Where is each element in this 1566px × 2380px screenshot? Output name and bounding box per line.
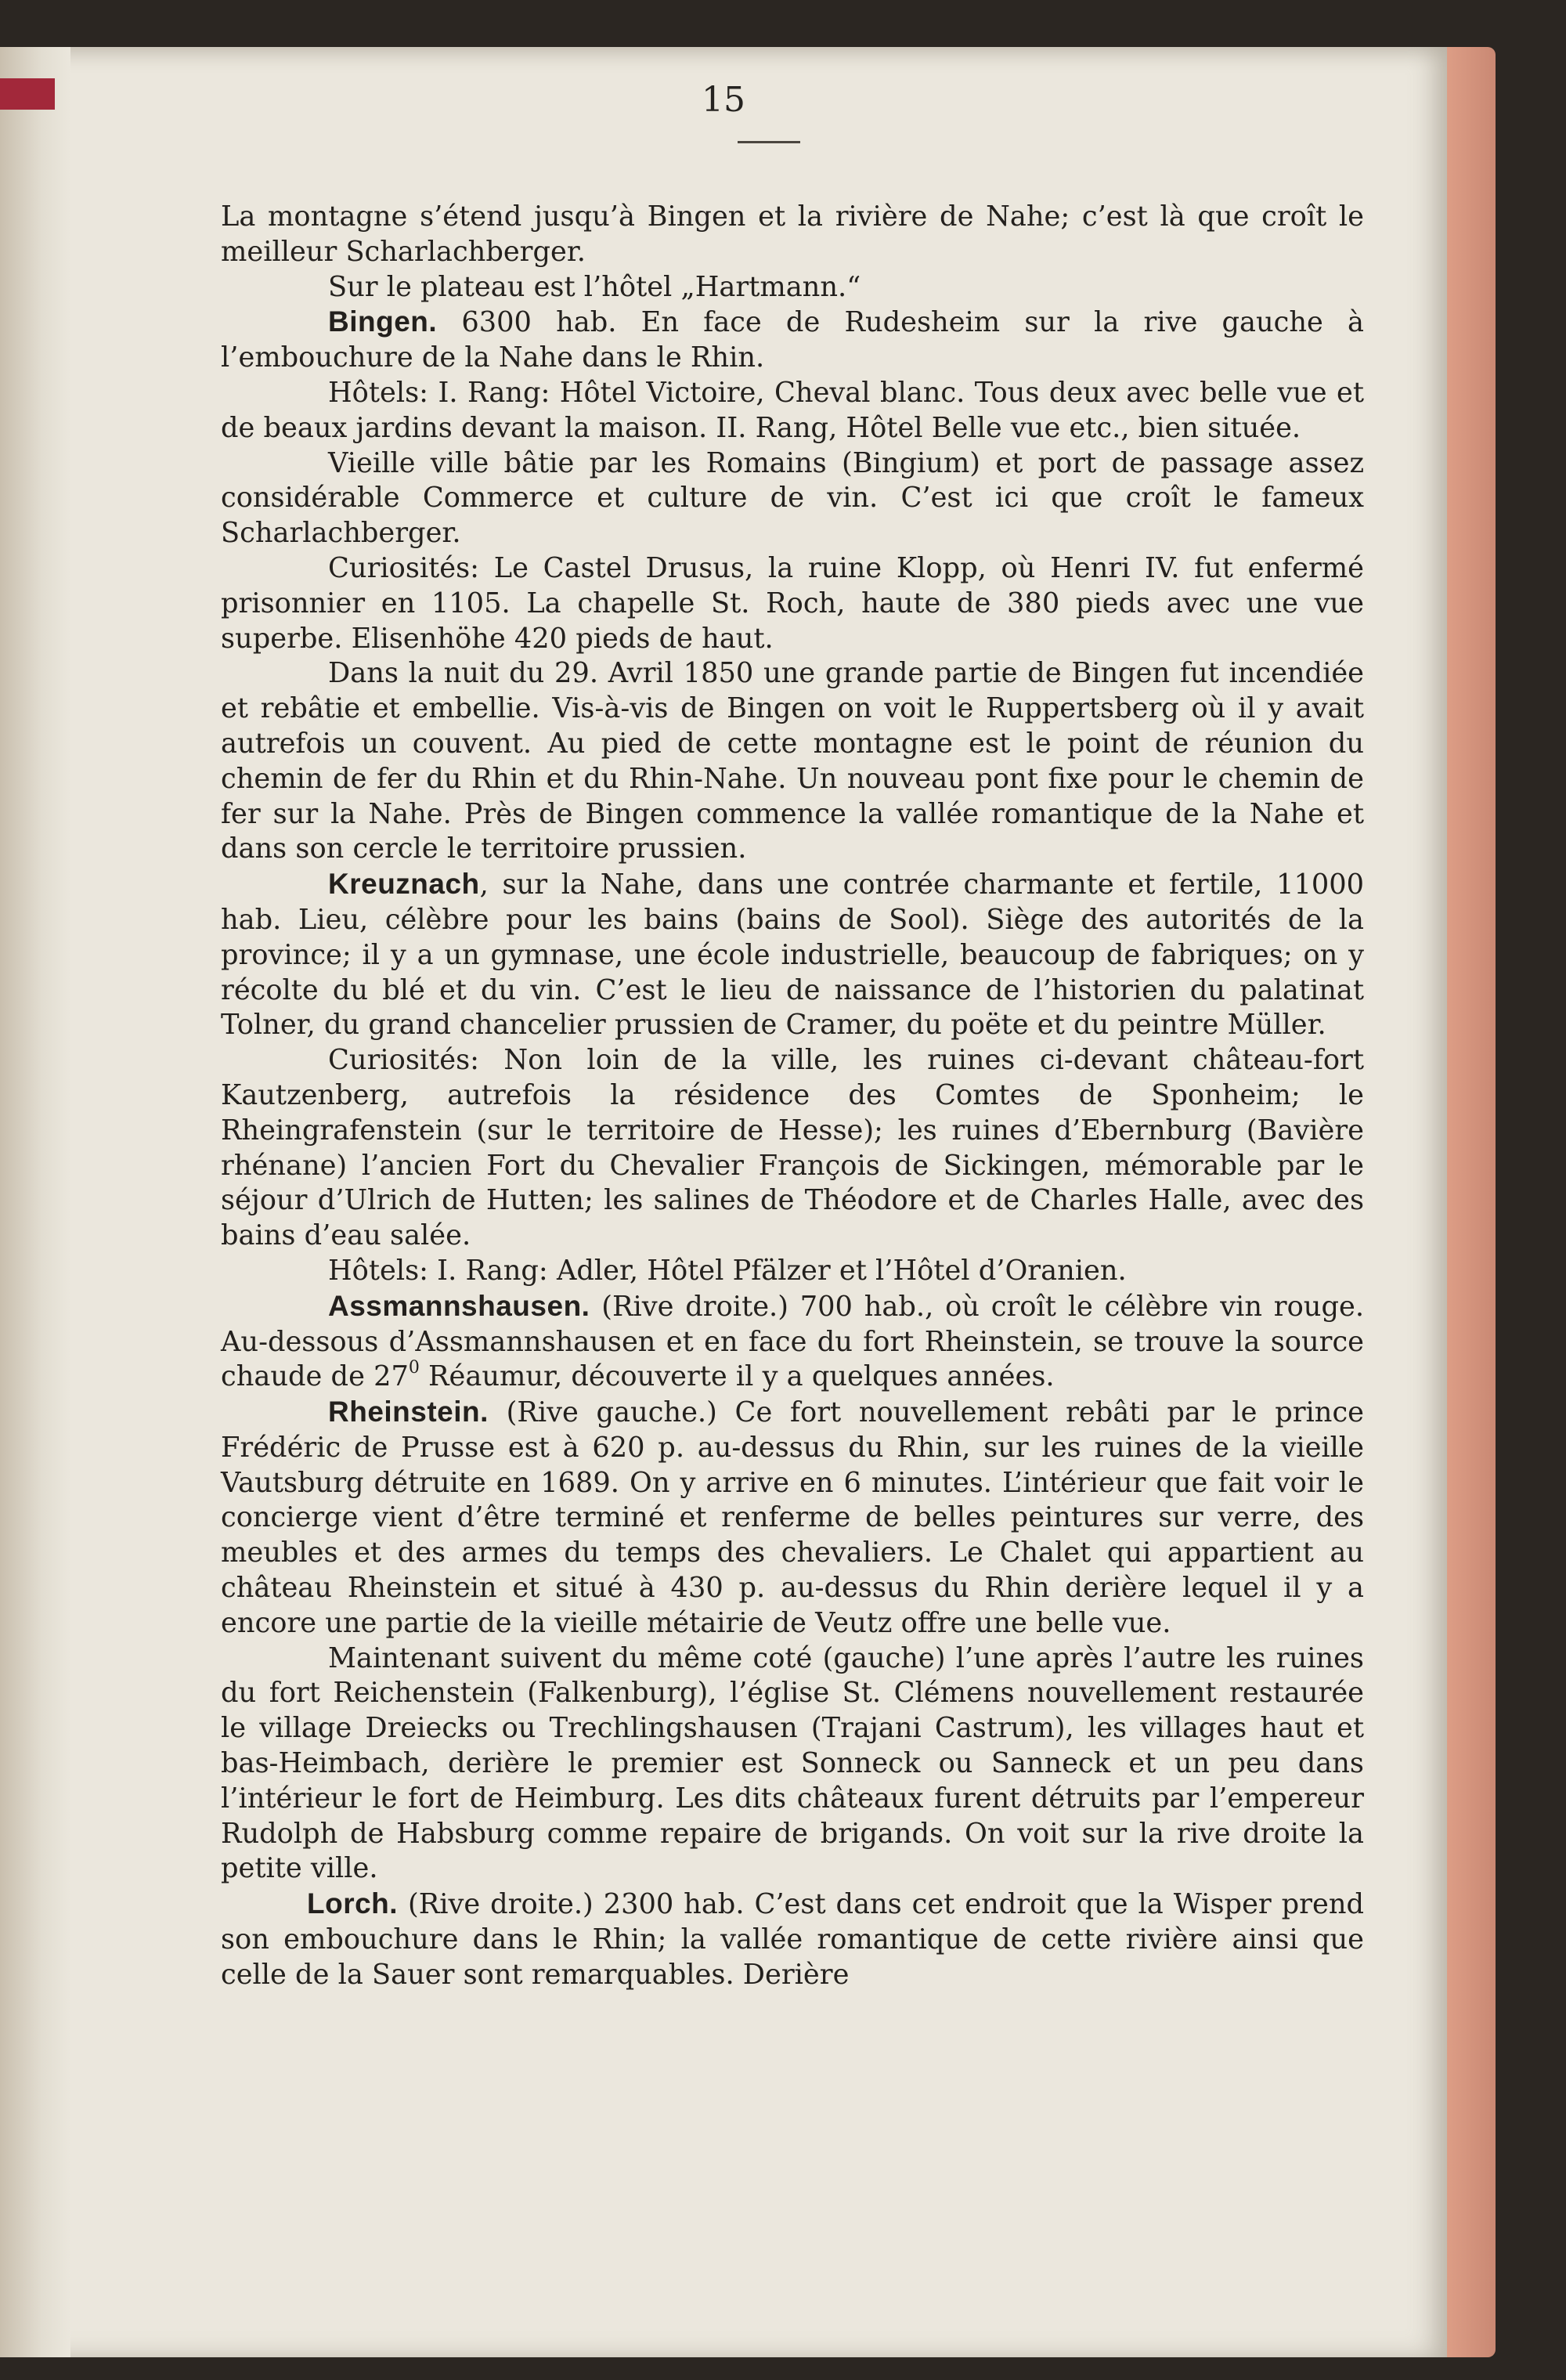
paragraph-kreuznach-curiosities: Curiosités: Non loin de la ville, les ruines ci-devant château-fort Kautzenberg, autrefois la résidence des Comtes de Sponheim; le Rheingrafenstein (sur le territoire de Hesse); les ruines d’Ebernburg (Bavière rhénane) l’ancien Fort du Chevalier François de Sickingen, mémorable par le séjour d’Ulrich de Hutten; les salines de Théodore et de Charles Halle, avec des bains d’eau salée. xyxy=(221,1044,1364,1252)
place-heading-lorch: Lorch. xyxy=(307,1887,399,1920)
paragraph-bingen-curiosities: Curiosités: Le Castel Drusus, la ruine Klopp, où Henri IV. fut enfermé prisonnier en 1105. La chapelle St. Roch, haute de 380 pieds avec une vue superbe. Elisenhöhe 420 pieds de haut. xyxy=(221,551,1364,655)
page-body-text xyxy=(221,200,1364,1993)
paragraph-rheinstein: Rheinstein. (Rive gauche.) Ce fort nouvellement rebâti par le prince Frédéric de Prusse est à 620 p. au-dessus du Rhin, sur les ruines de la vieille Vautsburg détruite en 1689. On y arrive en 6 minutes. L’intérieur que fait voir le concierge vient d’être terminé et renferme de belles peintures sur verre, des meubles et des armes du temps des chevaliers. Le Chalet qui appartient au château Rheinstein et situé à 430 p. au-dessus du Rhin derière lequel il y a encore une partie de la vieille métairie de Veutz offre une belle vue. xyxy=(221,1396,1364,1639)
paragraph-hartmann: Sur le plateau est l’hôtel „Hartmann.“ xyxy=(328,270,861,303)
paragraph-assmannshausen: Assmannshausen. (Rive droite.) 700 hab., où croît le célèbre vin rouge. Au-dessous d’Assmannshausen et en face du fort Rheinstein, se trouve la source chaude de $27^0$ Réaumur, découverte il y a quelques années. xyxy=(221,1289,1364,1393)
paragraph-lorch: Lorch. (Rive droite.) 2300 hab. C’est dans cet endroit que la Wisper prend son embouchure dans le Rhin; la vallée romantique de cette rivière ainsi que celle de la Sauer sont remarquables. Derière xyxy=(221,1887,1365,1991)
paragraph-reichenstein: Maintenant suivent du même coté (gauche) l’une après l’autre les ruines du fort Reichenstein (Falkenburg), l’église St. Clémens nouvellement restaurée le village Dreiecks ou Trechlingshausen (Trajani Castrum), les villages haut et bas-Heimbach, derière le premier est Sonneck ou Sanneck et un peu dans l’intérieur le fort de Heimburg. Les dits châteaux furent détruits par l’empereur Rudolph de Habsburg comme repaire de brigands. On voit sur la rive droite la petite ville. xyxy=(221,1641,1364,1885)
page-number: 15 xyxy=(702,80,745,120)
paragraph-kreuznach: Kreuznach, sur la Nahe, dans une contrée charmante et fertile, 11000 hab. Lieu, célèbre pour les bains (bains de Sool). Siège des autorités de la province; il y a un gymnase, une école industrielle, beaucoup de fabriques; on y récolte du blé et du vin. C’est le lieu de naissance de l’historien du palatinat Tolner, du grand chancelier prussien de Cramer, du poëte et du peintre Müller. xyxy=(221,868,1364,1042)
paragraph-bingen: Bingen. 6300 hab. En face de Rudesheim sur la rive gauche à l’embouchure de la Nahe dans le Rhin. xyxy=(221,305,1364,374)
paragraph-kreuznach-hotels: Hôtels: I. Rang: Adler, Hôtel Pfälzer et l’Hôtel d’Oranien. xyxy=(328,1254,1127,1287)
place-heading-bingen: Bingen. xyxy=(328,305,438,338)
place-heading-kreuznach: Kreuznach xyxy=(328,868,480,901)
paragraph-bingen-fire: Dans la nuit du 29. Avril 1850 une grande partie de Bingen fut incendiée et rebâtie et embellie. Vis-à-vis de Bingen on voit le Ruppertsberg où il y avait autrefois un couvent. Au pied de cette montagne est le point de réunion du chemin de fer du Rhin et du Rhin-Nahe. Un nouveau pont fixe pour le chemin de fer sur la Nahe. Près de Bingen commence la vallée romantique de la Nahe et dans son cercle le territoire prussien. xyxy=(221,657,1364,865)
paragraph-intro: La montagne s’étend jusqu’à Bingen et la rivière de Nahe; c’est là que croît le meilleur Scharlachberger. xyxy=(221,200,1364,268)
paragraph-bingen-history: Vieille ville bâtie par les Romains (Bingium) et port de passage assez considérable Commerce et culture de vin. C’est ici que croît le fameux Scharlachberger. xyxy=(221,446,1364,550)
place-heading-assmannshausen: Assmannshausen. xyxy=(328,1289,590,1322)
place-heading-rheinstein: Rheinstein. xyxy=(328,1396,489,1428)
book-page xyxy=(0,47,1447,2357)
book-spine-shadow xyxy=(0,47,70,2357)
paragraph-bingen-hotels: Hôtels: I. Rang: Hôtel Victoire, Cheval blanc. Tous deux avec belle vue et de beaux jardins devant la maison. II. Rang, Hôtel Belle vue etc., bien située. xyxy=(221,376,1364,444)
page-number-rule xyxy=(738,141,800,143)
